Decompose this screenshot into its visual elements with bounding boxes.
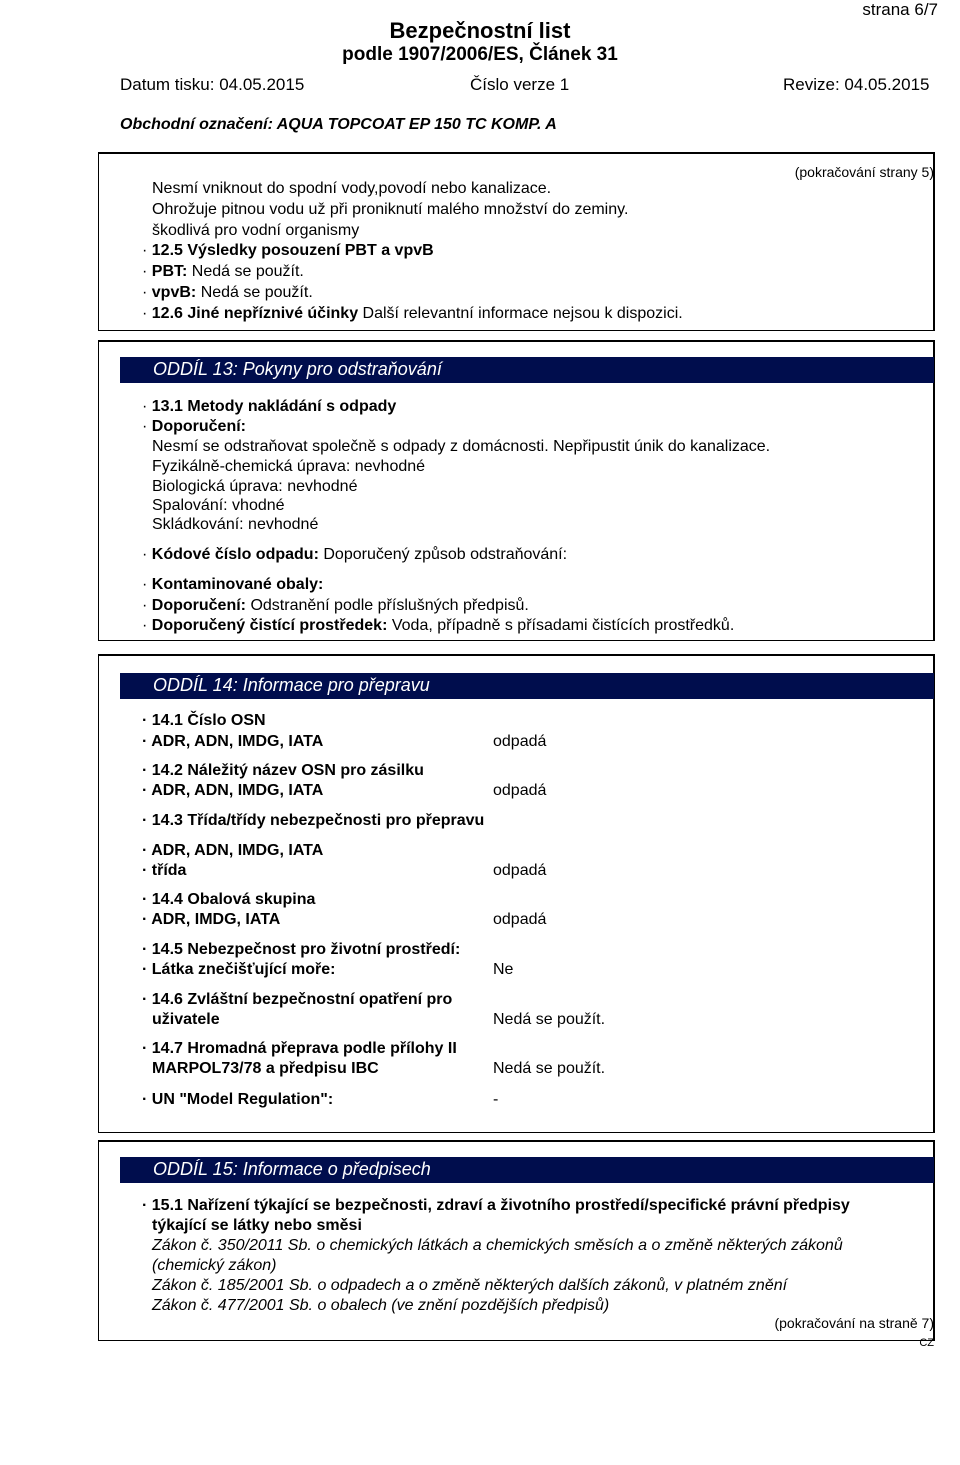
subsection-12-6: · 12.6 Jiné nepříznivé účinky Další relevantní informace nejsou k dispozici. <box>142 305 683 322</box>
section-14-title: ODDÍL 14: Informace pro přepravu <box>153 675 430 695</box>
subsection-15-1: · 15.1 Nařízení týkající se bezpečnosti, zdraví a životního prostředí/specifické právní předpisy <box>142 1197 850 1214</box>
subsection-14-6: · 14.6 Zvláštní bezpečnostní opatření pro <box>142 991 453 1008</box>
print-date: Datum tisku: 04.05.2015 <box>120 75 305 94</box>
text-line: škodlivá pro vodní organismy <box>152 222 360 239</box>
subsection-14-1: · 14.1 Číslo OSN <box>142 712 266 729</box>
text-line: Biologická úprava: nevhodné <box>152 478 358 495</box>
continuation-note: (pokračování na straně 7) <box>774 1315 934 1331</box>
page-number: strana 6/7 <box>862 0 938 19</box>
marine-pollutant-value: Ne <box>493 961 514 978</box>
waste-code-row: · Kódové číslo odpadu: Doporučený způsob odstraňování: <box>142 546 568 563</box>
text-line: Nesmí se odstraňovat společně s odpady z domácnosti. Nepřipustit únik do kanalizace. <box>152 438 771 455</box>
law-line: Zákon č. 185/2001 Sb. o odpadech a o změně některých dalších zákonů, v platném znění <box>152 1277 788 1294</box>
section-13-title-bar <box>120 357 934 383</box>
revision-date: Revize: 04.05.2015 <box>783 75 930 94</box>
text-line: Spalování: vhodné <box>152 497 285 514</box>
subsection-14-7-cont: MARPOL73/78 a předpisu IBC <box>152 1060 379 1077</box>
language-code: CZ <box>919 1337 934 1349</box>
section-15-title-bar <box>120 1157 934 1183</box>
section-15-title: ODDÍL 15: Informace o předpisech <box>153 1159 431 1179</box>
law-line: Zákon č. 477/2001 Sb. o obalech (ve znění pozdějších předpisů) <box>152 1297 610 1314</box>
packaging-recommendation-row: · Doporučení: Odstranění podle příslušných předpisů. <box>142 597 529 614</box>
text-line: Skládkování: nevhodné <box>152 516 319 533</box>
contaminated-packaging-label: · Kontaminované obaly: <box>142 576 324 593</box>
law-line: Zákon č. 350/2011 Sb. o chemických látkách a chemických směsích a o změně některých zákonů <box>152 1237 843 1254</box>
transport-value: odpadá <box>493 862 547 879</box>
transport-row: · ADR, ADN, IMDG, IATA <box>142 842 324 859</box>
un-model-regulation-row: · UN "Model Regulation": <box>142 1091 334 1108</box>
special-precautions-value: Nedá se použít. <box>493 1011 606 1028</box>
bulk-transport-value: Nedá se použít. <box>493 1060 606 1077</box>
law-line: (chemický zákon) <box>152 1257 277 1274</box>
subsection-14-2: · 14.2 Náležitý název OSN pro zásilku <box>142 762 424 779</box>
subsection-14-4: · 14.4 Obalová skupina <box>142 891 316 908</box>
continuation-note: (pokračování strany 5) <box>794 164 934 180</box>
product-name: Obchodní označení: AQUA TOPCOAT EP 150 TC KOMP. A <box>120 116 557 133</box>
text-line: Ohrožuje pitnou vodu už při proniknutí malého množství do zeminy. <box>152 201 629 218</box>
version-number: Číslo verze 1 <box>470 75 570 94</box>
transport-value: odpadá <box>493 911 547 928</box>
pbt-row: · PBT: Nedá se použít. <box>142 263 304 280</box>
section-14-title-bar <box>120 673 934 699</box>
text-line: Fyzikálně-chemická úprava: nevhodné <box>152 458 426 475</box>
vpvb-row: · vpvB: Nedá se použít. <box>142 284 313 301</box>
subsection-14-3: · 14.3 Třída/třídy nebezpečnosti pro přepravu <box>142 812 485 829</box>
subsection-15-1-cont: týkající se látky nebo směsi <box>152 1217 362 1234</box>
cleaning-agent-row: · Doporučený čistící prostředek: Voda, případně s přísadami čistících prostředků. <box>142 617 735 634</box>
document-subtitle: podle 1907/2006/ES, Článek 31 <box>342 44 618 65</box>
text-line: Nesmí vniknout do spodní vody,povodí nebo kanalizace. <box>152 180 552 197</box>
subsection-14-7: · 14.7 Hromadná přeprava podle přílohy II <box>142 1040 457 1057</box>
recommendation-label: · Doporučení: <box>142 418 246 435</box>
transport-row: · ADR, ADN, IMDG, IATA <box>142 733 324 750</box>
transport-value: odpadá <box>493 733 547 750</box>
transport-value: odpadá <box>493 782 547 799</box>
subsection-14-6-cont: uživatele <box>152 1011 220 1028</box>
document-title: Bezpečnostní list <box>389 18 571 43</box>
section-13-title: ODDÍL 13: Pokyny pro odstraňování <box>153 359 442 379</box>
transport-row: · ADR, ADN, IMDG, IATA <box>142 782 324 799</box>
marine-pollutant-row: · Látka znečišťující moře: <box>142 961 336 978</box>
subsection-12-5: · 12.5 Výsledky posouzení PBT a vpvB <box>142 242 434 259</box>
class-label: · třída <box>142 862 187 879</box>
subsection-14-5: · 14.5 Nebezpečnost pro životní prostředí: <box>142 941 461 958</box>
transport-row: · ADR, IMDG, IATA <box>142 911 281 928</box>
subsection-13-1: · 13.1 Metody nakládání s odpady <box>142 398 397 415</box>
un-model-regulation-value: - <box>493 1091 499 1108</box>
